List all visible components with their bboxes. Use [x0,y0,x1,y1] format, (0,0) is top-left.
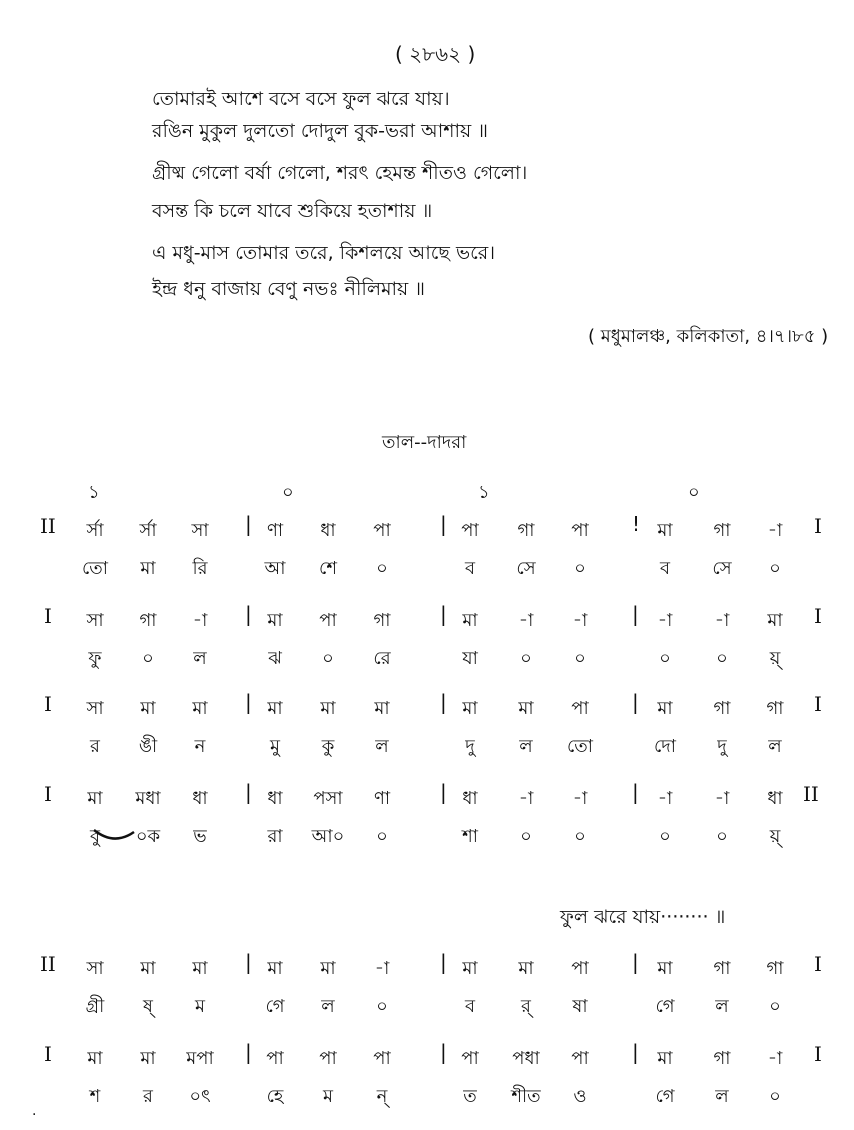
lyric-syllable: শ [89,1086,101,1107]
swara-note: -া [657,788,673,809]
swara-note: গা [373,610,391,631]
swara-note: মা [657,698,673,719]
swara-note: মা [657,958,673,979]
swara-note: মা [767,610,783,631]
swara-note: -া [192,610,208,631]
start-barline: I [44,1042,52,1066]
lyric-syllable: র্ [521,996,531,1017]
swara-note: -া [714,610,730,631]
swara-note: গা [713,520,731,541]
lyric-syllable: দু [717,736,727,757]
end-barline: I [814,514,822,538]
bar-divider: ! [632,512,641,536]
bar-divider: | [440,1040,447,1064]
lyric-syllable: ব [464,558,476,579]
end-barline: I [814,1042,822,1066]
swara-note: মা [657,520,673,541]
swara-note: পা [319,1048,337,1069]
swara-note: পা [461,1048,479,1069]
lyric-syllable: ব [659,558,671,579]
swara-note: মা [518,958,534,979]
swara-note: পা [571,1048,589,1069]
swara-note: গা [766,958,784,979]
beat-mark-4: ০ [688,482,700,503]
lyric-syllable: ০ [574,826,586,847]
bar-divider: | [632,950,639,974]
lyric-syllable: রি [192,558,208,579]
lyric-syllable: ০ [769,996,781,1017]
swara-note: ণা [373,788,391,809]
lyric-syllable: দু [465,736,475,757]
swara-note: ধা [462,788,478,809]
swara-note: সা [86,698,104,719]
lyric-syllable: ০ [716,648,728,669]
lyric-syllable: ঙী [138,736,158,757]
lyric-syllable: শীত [511,1086,541,1107]
lyric-syllable: ফু [88,648,102,669]
taal-heading: তাল--দাদরা [382,432,467,453]
lyric-syllable: ০ [574,648,586,669]
lyric-syllable: আ০ [311,826,345,847]
notation-block [0,602,854,692]
lyric-syllable: ল [715,996,729,1017]
bar-divider: | [632,1040,639,1064]
lyric-syllable: রে [373,648,391,669]
bar-divider: | [245,950,252,974]
lyric-syllable: ০ [520,826,532,847]
swara-note: পা [461,520,479,541]
bar-divider: | [440,602,447,626]
bar-divider: | [440,512,447,536]
swara-note: -া [572,610,588,631]
lyric-syllable: মা [140,558,156,579]
start-barline: I [44,692,52,716]
lyric-syllable: ০ [520,648,532,669]
lyric-syllable: শা [462,826,478,847]
lyric-line-1: তোমারই আশে বসে বসে ফুল ঝরে যায়। [152,88,450,110]
swara-note: ধা [767,788,783,809]
swara-note: সা [86,610,104,631]
swara-note: পা [373,520,391,541]
swara-note: মা [140,1048,156,1069]
notation-block [0,780,854,870]
swara-note: পসা [313,788,343,809]
bar-divider: | [245,1040,252,1064]
swara-note: মা [87,1048,103,1069]
lyric-syllable: ম [323,1086,333,1107]
page-number: ( ২৮৬২ ) [395,42,476,66]
swara-note: গা [713,958,731,979]
swara-note: মা [140,698,156,719]
swara-note: সা [191,520,209,541]
bar-divider: | [440,690,447,714]
bar-divider: | [632,690,639,714]
lyric-syllable: তো [566,736,594,757]
lyric-syllable: হে [266,1086,284,1107]
swara-note: -া [714,788,730,809]
swara-note: ধা [192,788,208,809]
lyric-line-3: গ্রীষ্ম গেলো বর্ষা গেলো, শরৎ হেমন্ত শীতও গেলো। [152,162,528,184]
swara-note: পা [319,610,337,631]
swara-note: মা [267,958,283,979]
bar-divider: | [245,780,252,804]
swara-note: মা [462,698,478,719]
bar-divider: | [245,512,252,536]
swara-note: গা [713,1048,731,1069]
lyric-syllable: ন [194,736,206,757]
swara-note: পা [373,1048,391,1069]
swara-note: মপা [186,1048,214,1069]
lyric-syllable: যা [462,648,478,669]
lyric-syllable: ল [375,736,389,757]
swara-note: -া [518,610,534,631]
swara-note: মা [462,610,478,631]
lyric-syllable: দো [654,736,676,757]
lyric-syllable: সে [516,558,536,579]
swara-note: মা [267,610,283,631]
lyric-syllable: ০ [769,1086,781,1107]
lyric-syllable: মু [270,736,280,757]
swara-note: মা [657,1048,673,1069]
lyric-syllable: ল [321,996,335,1017]
swara-note: মা [267,698,283,719]
swara-note: -া [767,520,783,541]
swara-note: পধা [512,1048,540,1069]
lyric-syllable: ০ক [135,826,161,847]
bar-divider: | [245,690,252,714]
swara-note: পা [266,1048,284,1069]
swara-note: -া [518,788,534,809]
lyric-syllable: ব [464,996,476,1017]
swara-note: গা [139,610,157,631]
lyric-syllable: য়্ [769,826,781,847]
swara-note: পা [571,958,589,979]
notation-block [0,690,854,780]
lyric-syllable: ০ [659,648,671,669]
end-barline: I [814,952,822,976]
lyric-syllable: ০ [376,996,388,1017]
swara-note: ধা [267,788,283,809]
beat-mark-1: ১ [88,482,100,503]
swara-note: গা [713,698,731,719]
lyric-syllable: ত [463,1086,477,1107]
start-barline: II [40,514,56,538]
swara-note: র্সা [86,520,104,541]
bar-divider: | [632,780,639,804]
swara-note: পা [571,698,589,719]
lyric-syllable: য়্ [769,648,781,669]
end-barline: I [814,604,822,628]
swara-note: গা [517,520,535,541]
swara-note: মা [87,788,103,809]
swara-note: মা [518,698,534,719]
lyric-syllable: ল [768,736,782,757]
lyric-syllable: গে [655,996,675,1017]
notation-block [0,950,854,1040]
swara-note: ণা [266,520,284,541]
lyric-syllable: ও [573,1086,587,1107]
slur-mark-icon [92,828,136,842]
swara-note: মা [192,958,208,979]
bar-divider: | [440,780,447,804]
lyric-syllable: র [90,736,100,757]
swara-note: -া [374,958,390,979]
lyric-syllable: ল [519,736,533,757]
lyric-syllable: সে [712,558,732,579]
swara-note: মা [192,698,208,719]
lyric-syllable: ষ্ [143,996,153,1017]
lyric-syllable: ০ [574,558,586,579]
swara-note: র্সা [139,520,157,541]
beat-mark-2: ০ [282,482,294,503]
lyric-syllable: গে [655,1086,675,1107]
start-barline: II [40,952,56,976]
lyric-syllable: ০ [716,826,728,847]
lyric-line-5: এ মধু-মাস তোমার তরে, কিশলয়ে আছে ভরে। [152,242,496,264]
swara-note: সা [86,958,104,979]
lyric-line-4: বসন্ত কি চলে যাবে শুকিয়ে হতাশায় ॥ [152,200,433,222]
lyric-syllable: কু [321,736,335,757]
lyric-syllable: গ্রী [85,996,105,1017]
lyric-syllable: ষা [572,996,588,1017]
start-barline: I [44,782,52,806]
lyric-syllable: আ [264,558,286,579]
lyric-syllable: ০ [659,826,671,847]
swara-note: মা [320,958,336,979]
lyric-syllable: শে [319,558,337,579]
lyric-syllable: ল [193,648,207,669]
refrain-line: ফুল ঝরে যায়········ ॥ [560,906,726,928]
lyric-syllable: ০ [376,558,388,579]
lyric-syllable: র [143,1086,153,1107]
swara-note: মা [374,698,390,719]
beat-mark-3: ১ [478,482,490,503]
bar-divider: | [245,602,252,626]
start-barline: I [44,604,52,628]
lyric-syllable: ন্ [376,1086,388,1107]
lyric-line-2: রঙিন মুকুল দুলতো দোদুল বুক-ভরা আশায় ॥ [152,120,488,142]
swara-note: মা [462,958,478,979]
source-citation: ( মধুমালঞ্চ, কলিকাতা, ৪।৭।৮৫ ) [588,326,829,347]
lyric-line-6: ইন্দ্র ধনু বাজায় বেণু নভঃ নীলিমায় ॥ [152,278,426,300]
notation-block [0,512,854,602]
bar-divider: | [440,950,447,974]
lyric-syllable: ০ [322,648,334,669]
end-barline: II [803,782,819,806]
lyric-syllable: ০ৎ [189,1086,211,1107]
lyric-syllable: ল [715,1086,729,1107]
lyric-syllable: ০ [142,648,154,669]
lyric-syllable: ম [195,996,205,1017]
lyric-syllable: তো [81,558,109,579]
swara-note: ধা [320,520,336,541]
lyric-syllable: ০ [376,826,388,847]
swara-note: মা [320,698,336,719]
swara-note: মধা [135,788,161,809]
swara-note: -া [657,610,673,631]
lyric-syllable: গে [265,996,285,1017]
bar-divider: | [632,602,639,626]
lyric-syllable: রা [267,826,283,847]
swara-note: গা [766,698,784,719]
end-barline: I [814,692,822,716]
lyric-syllable: ভ [193,826,207,847]
swara-note: পা [571,520,589,541]
swara-note: -া [767,1048,783,1069]
lyric-syllable: ০ [769,558,781,579]
swara-note: -া [572,788,588,809]
lyric-syllable: বু [89,826,101,847]
notation-block [0,1040,854,1130]
lyric-syllable: ঝ [268,648,282,669]
page-dot: . [32,1103,37,1119]
swara-note: মা [140,958,156,979]
